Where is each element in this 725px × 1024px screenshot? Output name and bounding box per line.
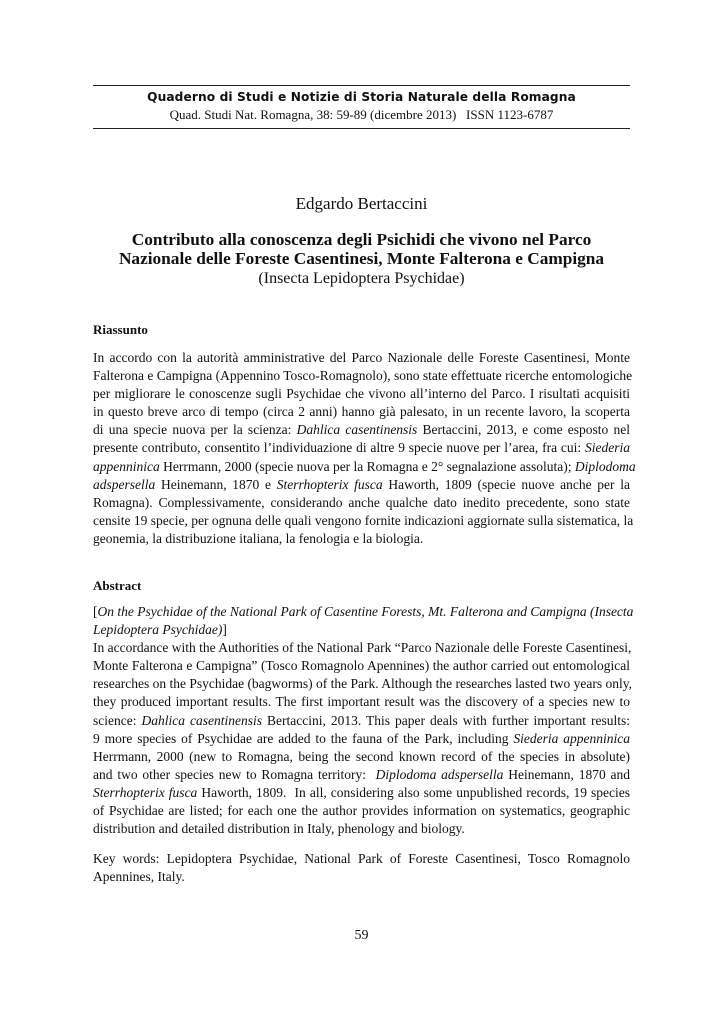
riassunto-body (93, 349, 636, 548)
species-name: Dahlica casentinensis (141, 712, 262, 728)
keywords-line: Key words: Lepidoptera Psychidae, National Park of Foreste Casentinesi, Tosco Romagnolo (93, 851, 630, 866)
header-bottom-rule (93, 128, 630, 129)
riassunto-line: geonemia, la distribuzione italiana, la fenologia e la biologia. (93, 530, 424, 546)
species-name: Siederia (585, 440, 630, 456)
abstract-text: Haworth, 1809. In all, considering also some unpublished records, 19 species (197, 784, 630, 800)
riassunto-line: censite 19 specie, per ognuna delle quali vengono fornite indicazioni aggiornate sulla sistematica, la (93, 512, 634, 528)
riassunto-heading: Riassunto (93, 322, 148, 337)
abstract-body (93, 603, 634, 838)
abstract-line: Monte Falterona e Campigna” (Tosco Romagnolo Apennines) the author carried out entomological (93, 658, 630, 674)
abstract-line: they produced important results. The first important result was the discovery of a species new to (93, 694, 630, 710)
abstract-line (93, 784, 630, 802)
article-title-line-1: Contributo alla conoscenza degli Psichidi che vivono nel Parco (131, 230, 592, 249)
riassunto-line: in questo breve arco di tempo (circa 2 anni) hanno già palesato, in un recente lavoro, la scoperta (93, 404, 630, 420)
species-name: Dahlica casentinensis (296, 422, 418, 438)
riassunto-line (93, 476, 630, 494)
abstract-text: Heinemann, 1870 and (503, 766, 631, 782)
page-number: 59 (354, 928, 369, 943)
species-name: appenninica (93, 458, 160, 474)
keywords-line: Apennines, Italy. (93, 869, 185, 885)
species-name: Diplodoma (574, 458, 636, 474)
bracket: [ (93, 604, 98, 619)
riassunto-text: Herrmann, 2000 (specie nuova per la Romagna e 2° segnalazione assoluta); (159, 458, 575, 474)
riassunto-line (93, 439, 630, 457)
riassunto-line: per migliorare le conoscenze sugli Psychidae che vivono all’interno del Parco. I risultati acquisiti (93, 386, 630, 402)
riassunto-line: In accordo con la autorità amministrative del Parco Nazionale delle Foreste Casentinesi, Monte (93, 350, 630, 365)
article-title (93, 230, 630, 268)
abstract-line (93, 621, 630, 639)
species-name: Sterrhopterix fusca (93, 784, 198, 800)
riassunto-line (93, 458, 636, 476)
journal-title: Quaderno di Studi e Notizie di Storia Naturale della Romagna (147, 90, 576, 104)
riassunto-text: Bertaccini, 2013, e come esposto nel (417, 422, 631, 438)
species-name: Siederia appenninica (513, 730, 630, 746)
abstract-text: 9 more species of Psychidae are added to the fauna of the Park, including (93, 730, 514, 746)
article-subtitle: (Insecta Lepidoptera Psychidae) (258, 270, 465, 287)
abstract-line: distribution and detailed distribution in Italy, phenology and biology. (93, 821, 465, 837)
abstract-text: science: (93, 712, 142, 728)
abstract-text: Bertaccini, 2013. This paper deals with further important results: (261, 712, 630, 728)
bracket: ] (222, 622, 227, 638)
species-name: adspersella (93, 476, 156, 492)
abstract-line (93, 603, 634, 621)
author-name: Edgardo Bertaccini (295, 194, 428, 213)
riassunto-line: Romagna). Complessivamente, considerando anche qualche dato inedito precedente, sono state (93, 494, 630, 510)
abstract-line: of Psychidae are listed; for each one the author provides information on systematics, geographic (93, 803, 630, 819)
abstract-text: and two other species new to Romagna territory: (93, 766, 376, 782)
abstract-line: researches on the Psychidae (bagworms) of the Park. Although the researches lasted two years only, (93, 676, 632, 692)
species-name: Sterrhopterix fusca (276, 476, 383, 492)
abstract-line: Herrmann, 2000 (new to Romagna, being the second known record of the species in absolute) (93, 748, 630, 764)
paper-page (93, 0, 636, 1024)
riassunto-text: di una specie nuova per la scienza: (93, 422, 297, 438)
abstract-line (93, 766, 630, 784)
english-title: Lepidoptera Psychidae) (93, 622, 223, 638)
keywords (93, 850, 630, 886)
journal-citation: Quad. Studi Nat. Romagna, 38: 59-89 (dicembre 2013) ISSN 1123-6787 (169, 107, 554, 122)
abstract-heading: Abstract (93, 578, 142, 593)
riassunto-text: Haworth, 1809 (specie nuove anche per la (382, 476, 630, 492)
riassunto-line (93, 421, 630, 439)
riassunto-text: presente contributo, consentito l’individuazione di altre 9 specie nuove per l’area, fra cui: (93, 440, 585, 456)
header-top-rule (93, 85, 630, 86)
abstract-line: In accordance with the Authorities of the National Park “Parco Nazionale delle Foreste Casentinesi, (93, 640, 632, 656)
species-name: Diplodoma adspersella (375, 766, 504, 782)
abstract-line (93, 712, 630, 730)
english-title: On the Psychidae of the National Park of Casentine Forests, Mt. Falterona and Campigna (Insecta (97, 604, 634, 619)
article-title-line-2: Nazionale delle Foreste Casentinesi, Monte Falterona e Campigna (118, 249, 605, 268)
riassunto-text: Heinemann, 1870 e (155, 476, 277, 492)
abstract-line (93, 730, 630, 748)
riassunto-line: Falterona e Campigna (Appennino Tosco-Romagnolo), sono state effettuate ricerche entomologiche (93, 368, 633, 384)
